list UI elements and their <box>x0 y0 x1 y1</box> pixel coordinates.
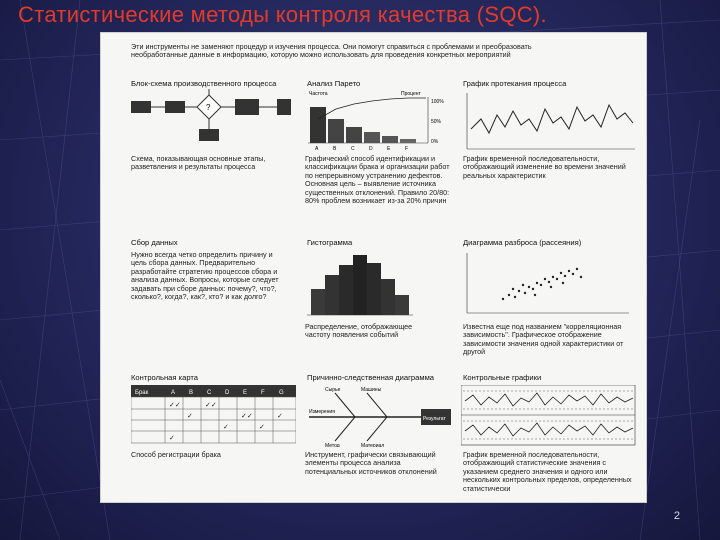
control-charts-title: Контрольные графики <box>463 373 542 382</box>
svg-text:A: A <box>171 390 176 396</box>
run-chart-caption: График временной последовательности, отображающий изменение во времени значений реальных характеристик <box>463 154 626 180</box>
pareto-caption: Графический способ идентификации и классификации брака и организации работ по непрерывному устранению дефектов. Основная цель – выявление источника существенных отклонений. Правило 20/80: 80% проблем возникает из-за 20% причин <box>305 154 450 206</box>
slide-title: Статистические методы контроля качества (SQC). <box>18 2 547 27</box>
svg-text:?: ? <box>206 103 211 112</box>
histogram-title: Гистограмма <box>307 238 353 247</box>
check-sheet-col-header: Брак <box>135 390 149 396</box>
fishbone-caption: Инструмент, графически связывающий элементы процесса анализа потенциальных источников отклонений <box>305 450 437 476</box>
data-collection-title: Сбор данных <box>131 238 178 247</box>
intro-text: Эти инструменты не заменяют процедур и изучения процесса. Они помогут справиться с проблемами и преобразовать необработанные данные в информацию, которую можно использовать для проведения конкретных мероприятий <box>131 42 532 60</box>
svg-text:E: E <box>243 390 248 396</box>
fishbone-measure: Измерения <box>309 409 335 415</box>
svg-text:✓: ✓ <box>187 413 193 420</box>
fishbone-people: Материал <box>361 443 385 447</box>
svg-text:G: G <box>279 390 284 396</box>
check-sheet-title: Контрольная карта <box>131 373 199 382</box>
pareto-cat-f: F <box>405 146 409 152</box>
fishbone-machines: Машины <box>361 387 382 393</box>
pareto-cat-e: E <box>387 146 391 152</box>
data-collection-caption: Нужно всегда четко определить причину и цель сбора данных. Предварительно разработайте стратегию процессов сбора и анализа данных. Вопросы, которые следует задавать при сборе данных: почему?, что?, сколько?, когда?, как?, кто? и как долго? <box>131 250 279 302</box>
check-sheet <box>131 385 296 445</box>
pareto-pct-0: 0% <box>431 139 439 145</box>
svg-text:B: B <box>189 390 194 396</box>
pareto-pct-50: 50% <box>431 119 442 125</box>
flowchart-title: Блок-схема производственного процесса <box>131 79 277 88</box>
svg-text:✓✓: ✓✓ <box>169 402 181 409</box>
svg-text:✓: ✓ <box>259 424 265 431</box>
scatter-caption: Известна еще под названием "корреляционная зависимость". Графическое отображение зависимости значения одной характеристики от другой <box>463 322 624 357</box>
run-chart <box>463 89 638 153</box>
svg-text:✓: ✓ <box>223 424 229 431</box>
scatter-title: Диаграмма разброса (рассеяния) <box>463 238 582 247</box>
pareto-axis-right: Процент <box>401 91 421 97</box>
svg-text:F: F <box>261 390 265 396</box>
fishbone-title: Причинно-следственная диаграмма <box>307 373 435 382</box>
pareto-pct-100: 100% <box>431 99 444 105</box>
svg-text:✓: ✓ <box>277 413 283 420</box>
flowchart-caption: Схема, показывающая основные этапы, разветвления и результаты процесса <box>131 154 266 172</box>
pareto-cat-c: C <box>351 146 355 152</box>
check-sheet-caption: Способ регистрации брака <box>131 450 221 459</box>
fishbone-diagram <box>305 385 455 447</box>
pareto-chart <box>303 89 448 153</box>
control-charts <box>461 385 636 447</box>
svg-text:C: C <box>207 390 212 396</box>
svg-text:✓✓: ✓✓ <box>205 402 217 409</box>
pareto-cat-b: B <box>333 146 337 152</box>
control-charts-caption: График временной последовательности, отображающий статистические значения с указанием среднего значения и одного или нескольких контрольных пределов, определенных статистически <box>463 450 632 493</box>
svg-text:✓✓: ✓✓ <box>241 413 253 420</box>
fishbone-method: Метод <box>325 443 340 447</box>
page-number: 2 <box>673 510 680 522</box>
flowchart-diagram <box>129 89 294 149</box>
scanned-page <box>101 33 646 502</box>
run-chart-title: График протекания процесса <box>463 79 567 88</box>
pareto-title: Анализ Парето <box>307 79 361 88</box>
svg-text:✓: ✓ <box>169 435 175 442</box>
histogram-caption: Распределение, отображающее частоту появления событий <box>305 322 413 340</box>
fishbone-result: Результат <box>423 416 446 422</box>
scatter-chart <box>463 249 633 317</box>
pareto-cat-d: D <box>369 146 373 152</box>
pareto-axis-left: Частота <box>309 91 328 97</box>
svg-text:D: D <box>225 390 230 396</box>
pareto-cat-a: A <box>315 146 319 152</box>
fishbone-materials: Сырье <box>325 387 341 393</box>
histogram-chart <box>305 249 415 317</box>
